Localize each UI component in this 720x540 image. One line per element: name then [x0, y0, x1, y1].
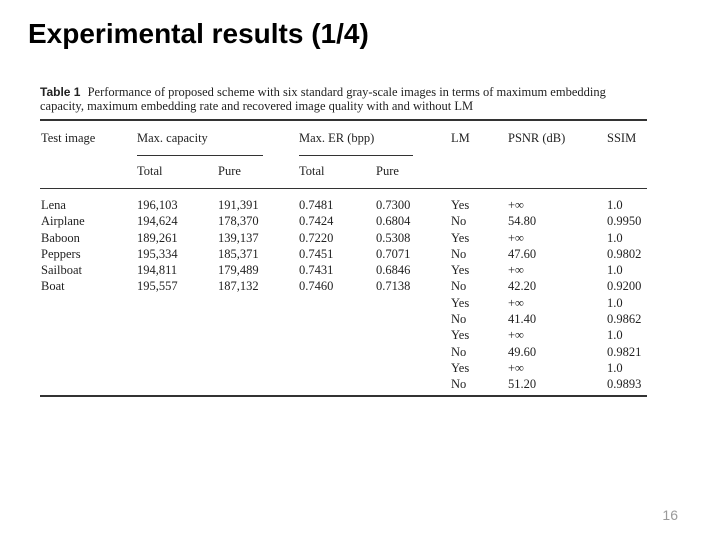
table-caption-line1: Performance of proposed scheme with six standard gray-scale images in terms of maximum embedding [87, 85, 606, 99]
table-cell: Boat [41, 279, 65, 294]
table-cell: 189,261 [137, 230, 178, 245]
table-cell: 41.40 [508, 312, 537, 327]
table-cell: 1.0 [607, 328, 623, 343]
table-cell: 0.7481 [299, 198, 334, 212]
table-cell: 0.9862 [607, 312, 642, 327]
table-cell: 42.20 [508, 279, 537, 294]
header-psnr: PSNR (dB) [508, 131, 566, 145]
table-cell: 51.20 [508, 377, 537, 392]
table-cell: +∞ [508, 328, 524, 343]
col-psnr [508, 197, 536, 393]
table-cell: +∞ [508, 360, 524, 375]
slide-title: Experimental results (1/4) [28, 18, 369, 49]
table-cell: 0.7451 [299, 246, 334, 261]
table-cell: 0.9950 [607, 214, 642, 229]
table-caption-line2: capacity, maximum embedding rate and recovered image quality with and without LM [40, 99, 474, 113]
table-label: Table 1 [40, 85, 81, 99]
table-cell: 0.7431 [299, 263, 334, 278]
table-cell: Peppers [41, 246, 81, 261]
table-cell: Lena [41, 198, 66, 212]
table-cell: No [451, 344, 467, 359]
col-er-pure [376, 197, 410, 295]
table-cell: 179,489 [218, 263, 259, 278]
table-cell: 1.0 [607, 263, 623, 278]
table-bottom-rule [40, 395, 647, 397]
table-cell: +∞ [508, 295, 524, 310]
max-capacity-underline [137, 155, 263, 156]
table-header-rule [40, 188, 647, 189]
col-cap-total [137, 197, 178, 295]
col-lm [451, 197, 469, 393]
table-cell: Yes [451, 360, 470, 375]
table-cell: 194,811 [137, 263, 178, 278]
header-cap-total: Total [137, 164, 163, 178]
table-cell: +∞ [508, 230, 524, 245]
table-cell: 0.7424 [299, 214, 334, 229]
col-test-image [41, 197, 85, 295]
table-cell: 0.9802 [607, 246, 642, 261]
table-cell: 0.9821 [607, 344, 642, 359]
table-cell: 1.0 [607, 230, 623, 245]
header-max-er: Max. ER (bpp) [299, 131, 375, 145]
table-cell: 139,137 [218, 230, 259, 245]
table-cell: 0.6846 [376, 263, 411, 278]
table-cell: 0.7300 [376, 198, 411, 212]
table-cell: Baboon [41, 230, 80, 245]
table-cell: 0.7071 [376, 246, 411, 261]
table-cell: 0.7220 [299, 230, 334, 245]
table-cell: 1.0 [607, 360, 623, 375]
max-er-underline [299, 155, 413, 156]
header-max-capacity: Max. capacity [137, 131, 208, 145]
table-cell: 194,624 [137, 214, 178, 229]
table-cell: 195,334 [137, 246, 178, 261]
col-ssim [607, 197, 641, 393]
table-cell: No [451, 214, 467, 229]
table-cell: 196,103 [137, 198, 178, 212]
page-number: 16 [662, 507, 678, 523]
table-cell: 0.9893 [607, 377, 642, 392]
table-cell: Airplane [41, 214, 85, 229]
header-er-total: Total [299, 164, 325, 178]
table-cell: 185,371 [218, 246, 259, 261]
table-cell: 0.5308 [376, 230, 411, 245]
table-cell: 0.6804 [376, 214, 411, 229]
table-cell: No [451, 312, 467, 327]
table-cell: +∞ [508, 263, 524, 278]
header-cap-pure: Pure [218, 164, 241, 178]
table-cell: 187,132 [218, 279, 259, 294]
table-cell: No [451, 377, 467, 392]
table-cell: 0.7138 [376, 279, 411, 294]
table-cell: 1.0 [607, 198, 623, 212]
table-cell: Sailboat [41, 263, 82, 278]
table-cell: 195,557 [137, 279, 178, 294]
table-cell: 0.9200 [607, 279, 642, 294]
table-cell: 178,370 [218, 214, 259, 229]
header-lm: LM [451, 131, 470, 145]
table-cell: 47.60 [508, 246, 537, 261]
table-cell: 1.0 [607, 295, 623, 310]
table-cell: No [451, 279, 467, 294]
table-cell: 49.60 [508, 344, 537, 359]
header-ssim: SSIM [607, 131, 637, 145]
table-cell: Yes [451, 198, 470, 212]
table-cell: Yes [451, 230, 470, 245]
table-cell: +∞ [508, 198, 524, 212]
table-cell: 54.80 [508, 214, 537, 229]
table-cell: Yes [451, 263, 470, 278]
table-caption [40, 85, 652, 113]
header-test-image: Test image [41, 131, 96, 145]
table-cell: Yes [451, 295, 470, 310]
col-er-total [299, 197, 333, 295]
table-cell: No [451, 246, 467, 261]
table-cell: 0.7460 [299, 279, 334, 294]
col-cap-pure [218, 197, 259, 295]
table-cell: 191,391 [218, 198, 259, 212]
table-top-rule [40, 119, 647, 121]
table-cell: Yes [451, 328, 470, 343]
header-er-pure: Pure [376, 164, 399, 178]
